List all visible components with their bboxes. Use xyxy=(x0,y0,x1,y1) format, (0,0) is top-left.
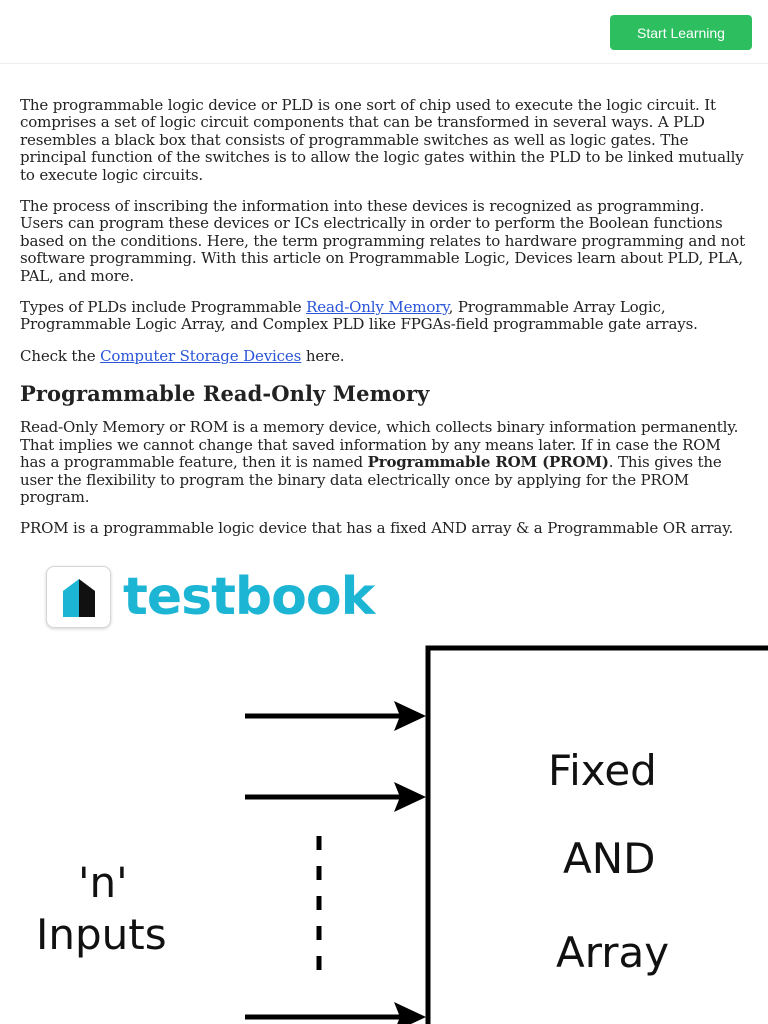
block-label-array: Array xyxy=(556,928,670,977)
pld-types-text-before: Types of PLDs include Programmable xyxy=(20,298,307,317)
input-arrow xyxy=(245,701,426,731)
input-arrow xyxy=(245,1002,426,1024)
prom-diagram-figure xyxy=(0,538,768,1024)
top-bar xyxy=(0,0,768,64)
pld-types-text-after: , Programmable Array Logic, Programmable Logic Array, and Complex PLD like FPGAs-field programmable gate arrays. xyxy=(20,298,698,334)
prom-paragraph: PROM is a programmable logic device that has a fixed AND array & a Programmable OR array. xyxy=(20,519,734,538)
check-storage-paragraph xyxy=(20,348,750,365)
testbook-wordmark: testbook xyxy=(123,567,375,627)
input-arrow xyxy=(245,782,426,812)
inputs-label: Inputs xyxy=(36,910,167,959)
block-label-fixed: Fixed xyxy=(548,746,657,795)
testbook-logo xyxy=(46,566,374,628)
check-text-before: Check the xyxy=(20,346,101,365)
testbook-logo-icon xyxy=(46,566,111,628)
programming-paragraph: The process of inscribing the information into these devices is recognized as programming. Users can program these devices or ICs electrically in order to perform the Boolean functions based on the conditions. Here, the term programming relates to hardware programming and not software programming. With this article on Programmable Logic, Devices learn about PLD, PLA, PAL, and more. xyxy=(20,197,746,285)
intro-paragraph: The programmable logic device or PLD is one sort of chip used to execute the logic circuit. It comprises a set of logic circuit components that can be transformed in several ways. A PLD resembles a black box that consists of programmable switches as well as logic gates. The principal function of the switches is to allow the logic gates within the PLD to be linked mutually to execute logic circuits. xyxy=(20,96,744,184)
inputs-count-label: 'n' xyxy=(78,858,128,907)
start-learning-button[interactable]: Start Learning xyxy=(610,15,752,50)
rom-text-after: . This gives the user the flexibility to program the binary data electrically once by applying for the PROM program. xyxy=(20,453,722,506)
pld-types-paragraph xyxy=(20,299,750,334)
block-label-and: AND xyxy=(563,834,656,883)
section-heading: Programmable Read-Only Memory xyxy=(20,381,430,407)
read-only-memory-link[interactable]: Read-Only Memory xyxy=(306,298,449,317)
rom-paragraph xyxy=(20,419,750,506)
computer-storage-devices-link[interactable]: Computer Storage Devices xyxy=(100,346,302,365)
check-text-after: here. xyxy=(301,346,345,365)
rom-text-before: Read-Only Memory or ROM is a memory device, which collects binary information permanently. That implies we cannot change that saved information by any means later. If in case the ROM has a programmable feature, then it is named xyxy=(20,418,739,472)
article-content xyxy=(20,97,750,552)
prom-term: Programmable ROM (PROM) xyxy=(367,453,609,472)
